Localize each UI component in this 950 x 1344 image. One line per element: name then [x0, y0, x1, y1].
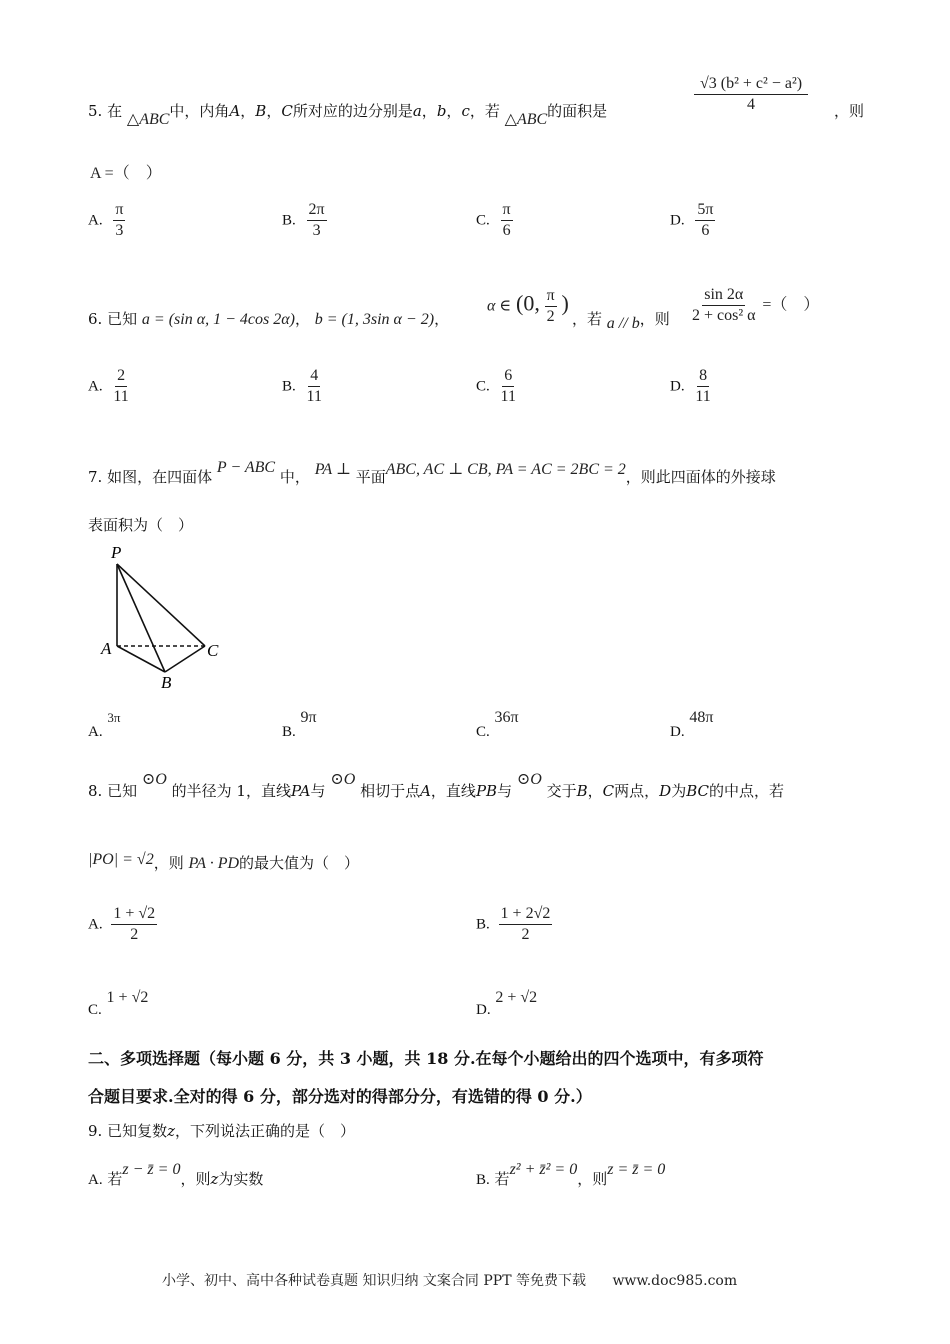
q9-number: 9.	[88, 1122, 103, 1140]
option-label: B.	[476, 1172, 490, 1188]
pa-perp: PA ⊥	[314, 461, 351, 478]
q8-option-a[interactable]	[88, 904, 157, 945]
q7-number: 7.	[88, 468, 103, 486]
q5-comma: ，	[240, 102, 256, 120]
q6-line1b	[572, 308, 670, 332]
option-denominator: 6	[502, 222, 511, 239]
option-label: B.	[282, 378, 296, 395]
q8-text: 与	[310, 782, 326, 800]
q8-text: 两点，	[614, 782, 660, 800]
option-numerator: 2	[115, 366, 127, 387]
q8-text: 与	[497, 782, 513, 800]
option-expression: z² + z̄² = 0	[509, 1161, 578, 1178]
q7-option-a[interactable]	[88, 708, 121, 740]
section-2-heading-line1: 二、多项选择题（每小题 6 分，共 3 小题，共 18 分.在每个小题给出的四个选项中，有多项符	[88, 1049, 764, 1068]
circle-o: ⊙O	[141, 771, 167, 788]
side-c: c	[461, 102, 470, 120]
q5-area-fraction	[694, 74, 808, 115]
vertex-b-label: B	[161, 673, 172, 692]
option-value: 3π	[107, 710, 121, 725]
q6-text: 已知	[107, 310, 138, 328]
q8-number: 8.	[88, 782, 103, 800]
option-label: B.	[282, 212, 296, 229]
option-label: D.	[670, 378, 685, 395]
q9-option-a[interactable]	[88, 1161, 264, 1189]
q8-option-d[interactable]	[476, 988, 538, 1018]
dot-product: PA · PD	[188, 855, 240, 872]
option-value: 2 + √2	[495, 989, 538, 1006]
complex-z: z	[167, 1122, 176, 1140]
line-pb: PB	[475, 782, 498, 800]
option-denominator: 11	[113, 388, 129, 405]
q8-text: 的最大值为（ ）	[239, 854, 360, 872]
q7-line1	[88, 459, 776, 487]
edge-bc	[165, 646, 205, 672]
q8-text: 相切于点	[360, 782, 421, 800]
option-denominator: 11	[500, 388, 516, 405]
option-text: 若	[494, 1170, 510, 1188]
q5-option-a[interactable]	[88, 200, 125, 241]
q5-comma: ，	[266, 102, 282, 120]
option-denominator: 3	[312, 222, 321, 239]
q5-text: 所对应的边分别是	[292, 102, 413, 120]
segment-bc: BC	[686, 782, 709, 800]
q6-expression	[690, 285, 819, 326]
option-denominator: 3	[115, 222, 124, 239]
angle-b: B	[255, 102, 267, 120]
option-value: 9π	[300, 709, 317, 726]
alpha-in: α ∈	[487, 297, 512, 315]
q8-text: 的中点，若	[709, 782, 785, 800]
option-denominator: 2	[521, 926, 530, 943]
q8-text: 为	[671, 782, 687, 800]
line-pa: PA	[290, 782, 311, 800]
option-label: C.	[476, 212, 490, 229]
q5-comma: ，	[421, 102, 437, 120]
footer	[162, 1270, 737, 1290]
q5-option-d[interactable]	[670, 200, 715, 241]
q8-text: 已知	[107, 782, 138, 800]
point-a: A	[420, 782, 431, 800]
side-a: a	[412, 102, 422, 120]
option-denominator: 2	[130, 926, 139, 943]
interval-denominator: 2	[546, 308, 555, 325]
option-result: z = z̄ = 0	[607, 1161, 666, 1178]
q7-text: 如图，在四面体	[107, 468, 213, 486]
option-numerator: π	[113, 200, 125, 221]
expr-denominator: 2 + cos² α	[692, 307, 756, 324]
option-label: D.	[670, 212, 685, 229]
q7-text: 平面	[355, 468, 386, 486]
q5-comma: ，	[446, 102, 462, 120]
q6-option-a[interactable]	[88, 366, 131, 407]
q5-option-c[interactable]	[476, 200, 513, 241]
vector-b: b = (1, 3sin α − 2)	[314, 311, 435, 328]
option-label: A.	[88, 378, 103, 395]
q9-text: 已知复数	[107, 1122, 168, 1140]
complex-z: z	[210, 1170, 219, 1188]
q8-line1	[88, 771, 785, 801]
q8-text: ，直线	[430, 782, 476, 800]
expr-numerator: sin 2α	[702, 285, 745, 306]
triangle-abc: △ABC	[126, 111, 170, 128]
point-d: D	[659, 782, 672, 800]
q5-line1	[88, 100, 608, 128]
q8-line2	[88, 852, 359, 873]
q6-sep: ，	[434, 310, 450, 328]
edge-ab	[117, 646, 165, 672]
option-expression: z − z̄ = 0	[122, 1161, 181, 1178]
option-denominator: 11	[695, 388, 711, 405]
section-2-heading-line2: 合题目要求.全对的得 6 分，部分选对的得部分分，有选错的得 0 分.）	[88, 1087, 592, 1106]
q6-alpha-range	[487, 286, 569, 327]
option-label: A.	[88, 1172, 103, 1188]
q5-text: 在	[107, 102, 123, 120]
q7-condition: ABC, AC ⊥ CB, PA = AC = 2BC = 2	[385, 461, 626, 478]
q9-line1	[88, 1120, 355, 1141]
option-label: C.	[476, 378, 490, 395]
option-label: A.	[88, 916, 103, 933]
option-label: C.	[476, 724, 490, 740]
option-label: B.	[282, 724, 296, 740]
circle-o: ⊙O	[330, 771, 356, 788]
angle-a: A	[229, 102, 241, 120]
q8-text: 交于	[546, 782, 577, 800]
vertex-c-label: C	[207, 641, 219, 660]
footer-text: 小学、初中、高中各种试卷真题 知识归纳 文案合同 PPT 等免费下载	[162, 1273, 586, 1289]
interval-numerator: π	[545, 286, 557, 307]
option-label: A.	[88, 212, 103, 229]
point-b: B	[576, 782, 588, 800]
point-c: C	[602, 782, 615, 800]
vertex-p-label: P	[111, 543, 122, 562]
option-label: D.	[476, 1002, 491, 1018]
option-numerator: 2π	[307, 200, 327, 221]
option-value: 1 + √2	[106, 989, 149, 1006]
q6-line1	[88, 308, 449, 329]
option-numerator: 1 + √2	[111, 904, 157, 925]
vector-a: a = (sin α, 1 − 4cos 2α)	[141, 311, 295, 328]
option-denominator: 11	[306, 388, 322, 405]
option-numerator: 1 + 2√2	[499, 904, 553, 925]
q8-option-b[interactable]	[476, 904, 552, 945]
q6-option-d[interactable]	[670, 366, 713, 407]
q5-option-b[interactable]	[282, 200, 327, 241]
option-label: C.	[88, 1002, 102, 1018]
q7-line2: 表面积为（ ）	[88, 516, 194, 534]
q9-text: ，下列说法正确的是（ ）	[175, 1122, 356, 1140]
option-numerator: π	[501, 200, 513, 221]
option-label: D.	[670, 724, 685, 740]
tetrahedron-p-abc: P − ABC	[216, 459, 276, 476]
footer-link[interactable]: www.doc985.com	[612, 1273, 738, 1289]
q6-equals: =（ ）	[762, 296, 820, 314]
q8-text: ，	[587, 782, 603, 800]
side-b: b	[436, 102, 447, 120]
option-value: 36π	[494, 709, 519, 726]
option-numerator: 6	[502, 366, 514, 387]
q5-text: ，若	[469, 102, 500, 120]
angle-c: C	[281, 102, 293, 120]
option-text: ，则	[180, 1170, 211, 1188]
option-numerator: 4	[308, 366, 320, 387]
interval-left: (0,	[516, 290, 540, 316]
edge-pc	[117, 564, 205, 646]
option-numerator: 5π	[695, 200, 715, 221]
vertex-a-label: A	[101, 639, 112, 658]
interval-right: )	[561, 290, 569, 316]
q6-text: ，则	[639, 310, 670, 328]
q6-option-b[interactable]	[282, 366, 324, 407]
area-numerator: √3 (b² + c² − a²)	[694, 74, 808, 95]
option-label: A.	[88, 724, 103, 740]
q5-text: 的面积是	[547, 102, 608, 120]
q7-option-d[interactable]	[670, 708, 714, 740]
circle-o: ⊙O	[516, 771, 542, 788]
q6-sep: ，	[294, 310, 310, 328]
option-text: ，则	[577, 1170, 608, 1188]
option-numerator: 8	[697, 366, 709, 387]
q7-text: 中，	[279, 468, 310, 486]
option-denominator: 6	[701, 222, 710, 239]
q5-then: ，则	[834, 102, 865, 120]
po-length: |PO| = √2	[88, 851, 154, 868]
tetrahedron-figure	[95, 542, 235, 692]
q8-text: 的半径为 1，直线	[171, 782, 291, 800]
q7-option-b[interactable]	[282, 708, 317, 740]
q5-text: 中，内角	[169, 102, 230, 120]
q7-text: ，则此四面体的外接球	[625, 468, 776, 486]
triangle-abc: △ABC	[504, 111, 548, 128]
q8-option-c[interactable]	[88, 988, 149, 1018]
q5-ask: A =（ ）	[90, 165, 162, 182]
q6-number: 6.	[88, 310, 103, 328]
area-denominator: 4	[747, 96, 756, 113]
option-label: B.	[476, 916, 490, 933]
option-value: 48π	[689, 709, 714, 726]
q8-text: ，则	[153, 854, 184, 872]
edge-pb	[117, 564, 165, 672]
q9-option-b[interactable]	[476, 1161, 666, 1189]
option-text: 为实数	[218, 1170, 264, 1188]
q6-option-c[interactable]	[476, 366, 518, 407]
a-parallel-b: a // b	[606, 315, 640, 332]
q7-option-c[interactable]	[476, 708, 519, 740]
q5-number: 5.	[88, 102, 103, 120]
option-text: 若	[107, 1170, 123, 1188]
q6-text: ，若	[572, 310, 603, 328]
